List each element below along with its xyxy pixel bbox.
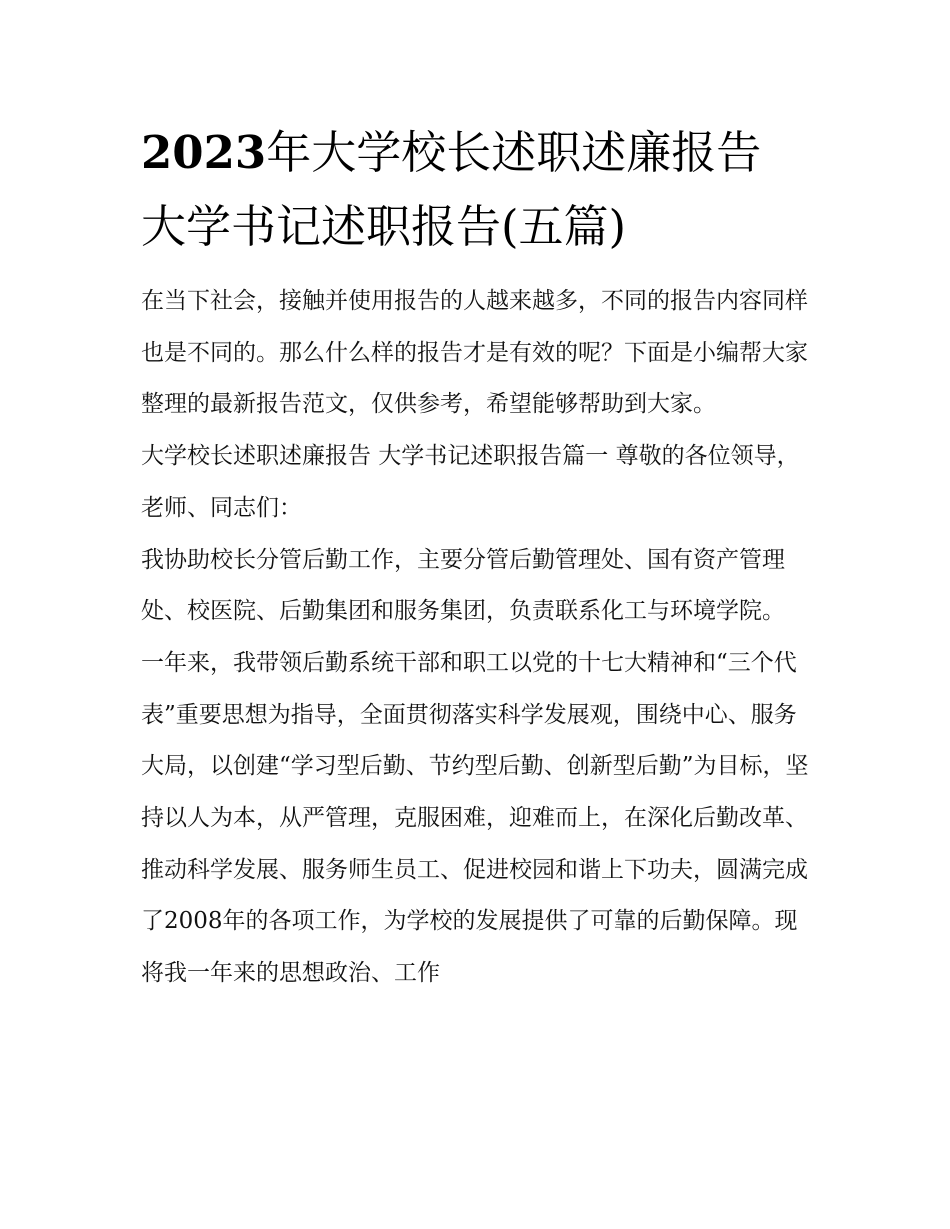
title-year: 2023 <box>141 126 267 179</box>
document-body <box>141 276 813 1000</box>
work-summary-paragraph: 一年来，我带领后勤系统干部和职工以党的十七大精神和“三个代表”重要思想为指导，全面贯彻落实科学发展观，围绕中心、服务大局，以创建“学习型后勤、节约型后勤、创新型后勤”为目标，坚持以人为本，从严管理，克服困难，迎难而上，在深化后勤改革、推动科学发展、服务师生员工、促进校园和谐上下功夫，圆满完成了2008年的各项工作，为学校的发展提供了可靠的后勤保障。现将我一年来的思想政治、工作 <box>141 649 809 987</box>
intro-paragraph: 在当下社会，接触并使用报告的人越来越多，不同的报告内容同样也是不同的。那么什么样的报告才是有效的呢？下面是小编帮大家整理的最新报告范文，仅供参考，希望能够帮助到大家。 <box>141 288 808 418</box>
document-title <box>141 116 821 264</box>
title-line1-text: 年大学校长述职述廉报告 <box>266 126 762 179</box>
section-heading-paragraph: 大学校长述职述廉报告 大学书记述职报告篇一 尊敬的各位领导，老师、同志们： <box>141 443 800 521</box>
title-line2-text: 大学书记述职报告(五篇) <box>141 200 627 253</box>
duties-paragraph: 我协助校长分管后勤工作，主要分管后勤管理处、国有资产管理处、校医院、后勤集团和服务集团，负责联系化工与环境学院。 <box>141 546 785 625</box>
